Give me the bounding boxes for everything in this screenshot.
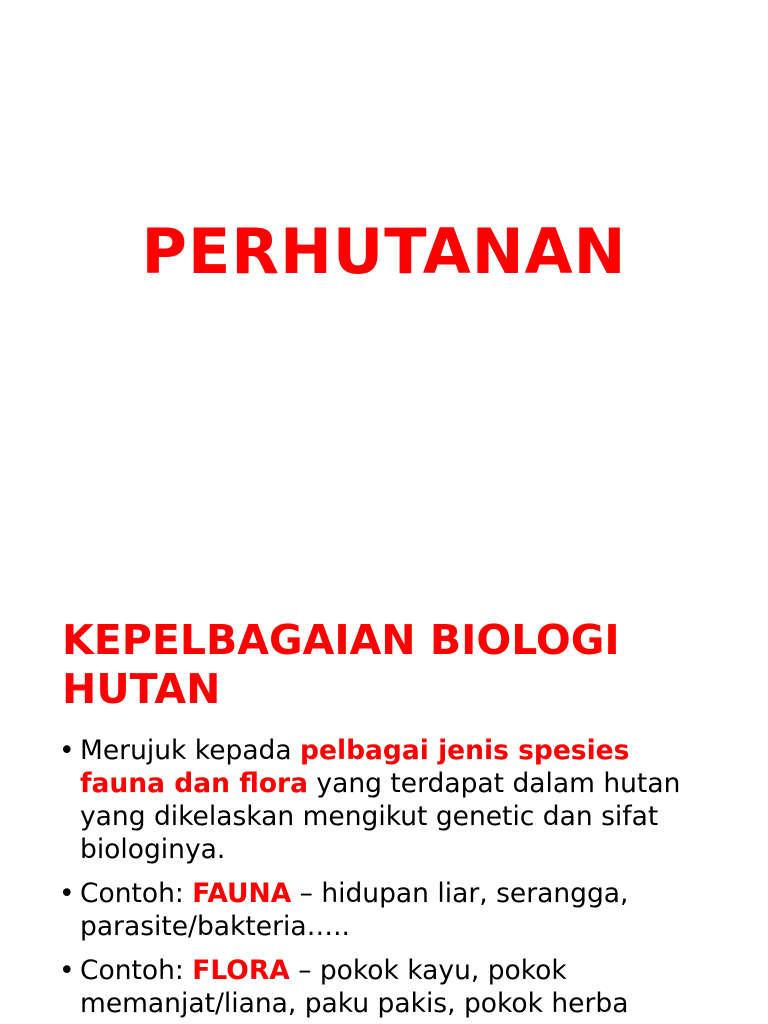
bullet-highlight: pelbagai jenis spesies fauna dan flora bbox=[80, 735, 630, 799]
main-title: PERHUTANAN bbox=[141, 215, 627, 288]
bullet-text-post: – pokok kayu, pokok memanjat/liana, paku pakis, pokok herba bbox=[80, 955, 629, 1019]
bullet-text-pre: Contoh: bbox=[80, 878, 193, 909]
bullet-icon: • bbox=[59, 955, 75, 986]
bullet-icon: • bbox=[59, 878, 75, 909]
bullet-text-post: – hidupan liar, serangga, parasite/bakteria….. bbox=[80, 878, 629, 942]
bullet-item-definition bbox=[59, 734, 719, 866]
content-slide bbox=[0, 576, 768, 1024]
bullet-text-post: yang terdapat dalam hutan yang dikelaskan mengikut genetic dan sifat biologinya. bbox=[80, 768, 681, 865]
bullet-icon: • bbox=[59, 735, 75, 766]
bullet-highlight: FLORA bbox=[192, 955, 290, 986]
bullet-item-flora bbox=[59, 954, 719, 1020]
bullet-text-pre: Contoh: bbox=[80, 955, 193, 986]
bullet-text-pre: Merujuk kepada bbox=[80, 735, 301, 766]
bullet-item-fauna bbox=[59, 877, 719, 943]
section-title: KEPELBAGAIAN BIOLOGI HUTAN bbox=[62, 616, 620, 713]
bullet-highlight: FAUNA bbox=[192, 878, 292, 909]
bullet-list bbox=[59, 734, 719, 1024]
